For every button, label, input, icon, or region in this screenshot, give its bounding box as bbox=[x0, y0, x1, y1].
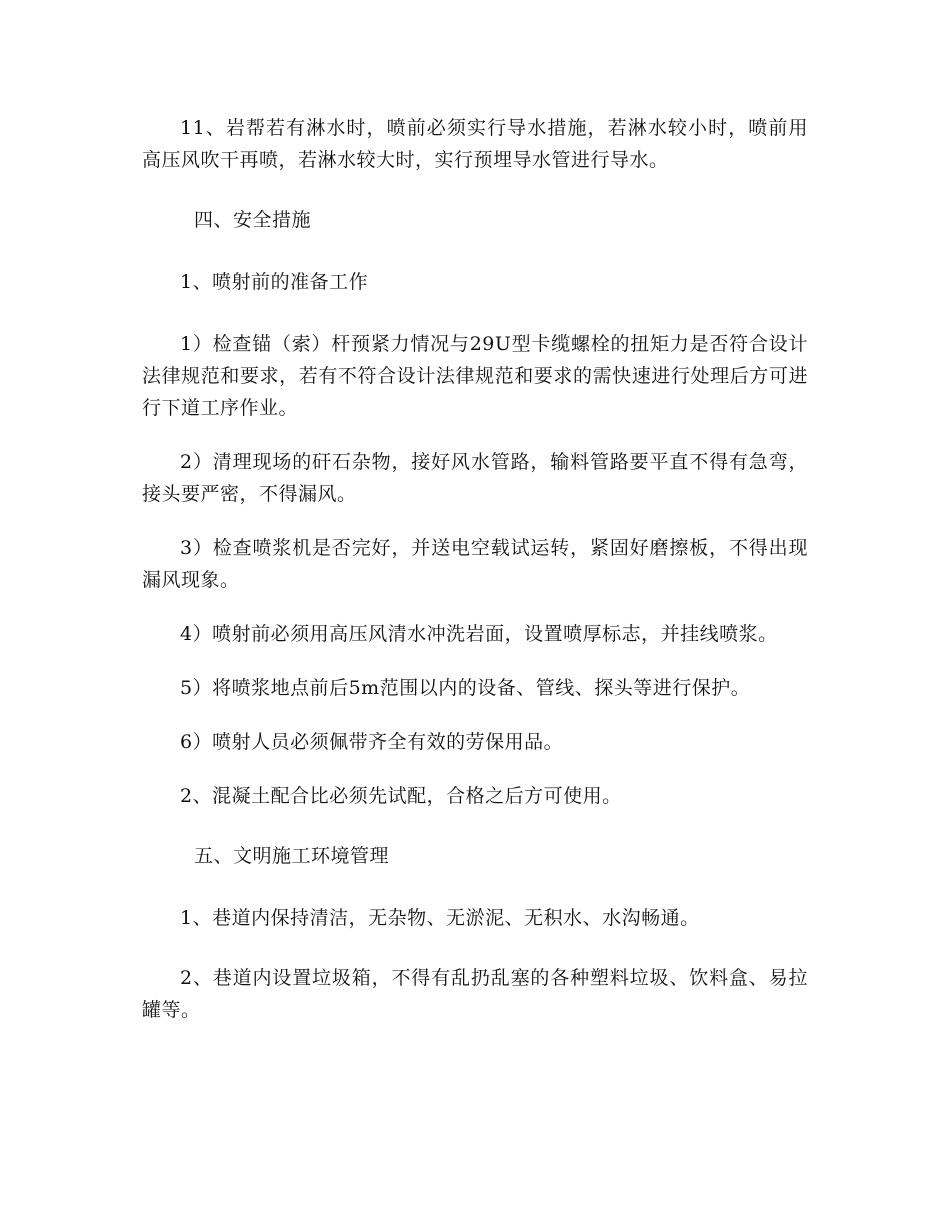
paragraph-trash-bins: 2、巷道内设置垃圾箱，不得有乱扔乱塞的各种塑料垃圾、饮料盒、易拉罐等。 bbox=[142, 967, 808, 1021]
paragraph-check-anchors: 1）检查锚（索）杆预紧力情况与29U型卡缆螺栓的扭矩力是否符合设计法律规范和要求，若有不符合设计法律规范和要求的需快速进行处理后方可进行下道工序作业。 bbox=[142, 333, 808, 419]
paragraph-water-drainage: 11、岩帮若有淋水时，喷前必须实行导水措施，若淋水较小时，喷前用高压风吹干再喷，若淋水较大时，实行预埋导水管进行导水。 bbox=[142, 117, 808, 171]
paragraph-protective-gear: 6）喷射人员必须佩带齐全有效的劳保用品。 bbox=[180, 731, 564, 753]
paragraph-mix-ratio: 2、混凝土配合比必须先试配，合格之后方可使用。 bbox=[180, 785, 622, 807]
paragraph-clear-site: 2）清理现场的矸石杂物，接好风水管路，输料管路要平直不得有急弯，接头要严密，不得漏风。 bbox=[142, 451, 808, 505]
paragraph-protect-equipment: 5）将喷浆地点前后5m范围以内的设备、管线、探头等进行保护。 bbox=[180, 677, 751, 699]
paragraph-keep-clean: 1、巷道内保持清洁，无杂物、无淤泥、无积水、水沟畅通。 bbox=[180, 907, 700, 929]
subheading-preparation: 1、喷射前的准备工作 bbox=[180, 271, 369, 293]
section-heading-safety: 四、安全措施 bbox=[194, 209, 312, 231]
document-body bbox=[142, 112, 808, 1026]
paragraph-check-machine: 3）检查喷浆机是否完好，并送电空载试运转，紧固好磨擦板，不得出现漏风现象。 bbox=[142, 537, 808, 591]
paragraph-rinse-surface: 4）喷射前必须用高压风清水冲洗岩面，设置喷厚标志，并挂线喷浆。 bbox=[180, 623, 778, 645]
section-heading-environment: 五、文明施工环境管理 bbox=[194, 845, 390, 867]
